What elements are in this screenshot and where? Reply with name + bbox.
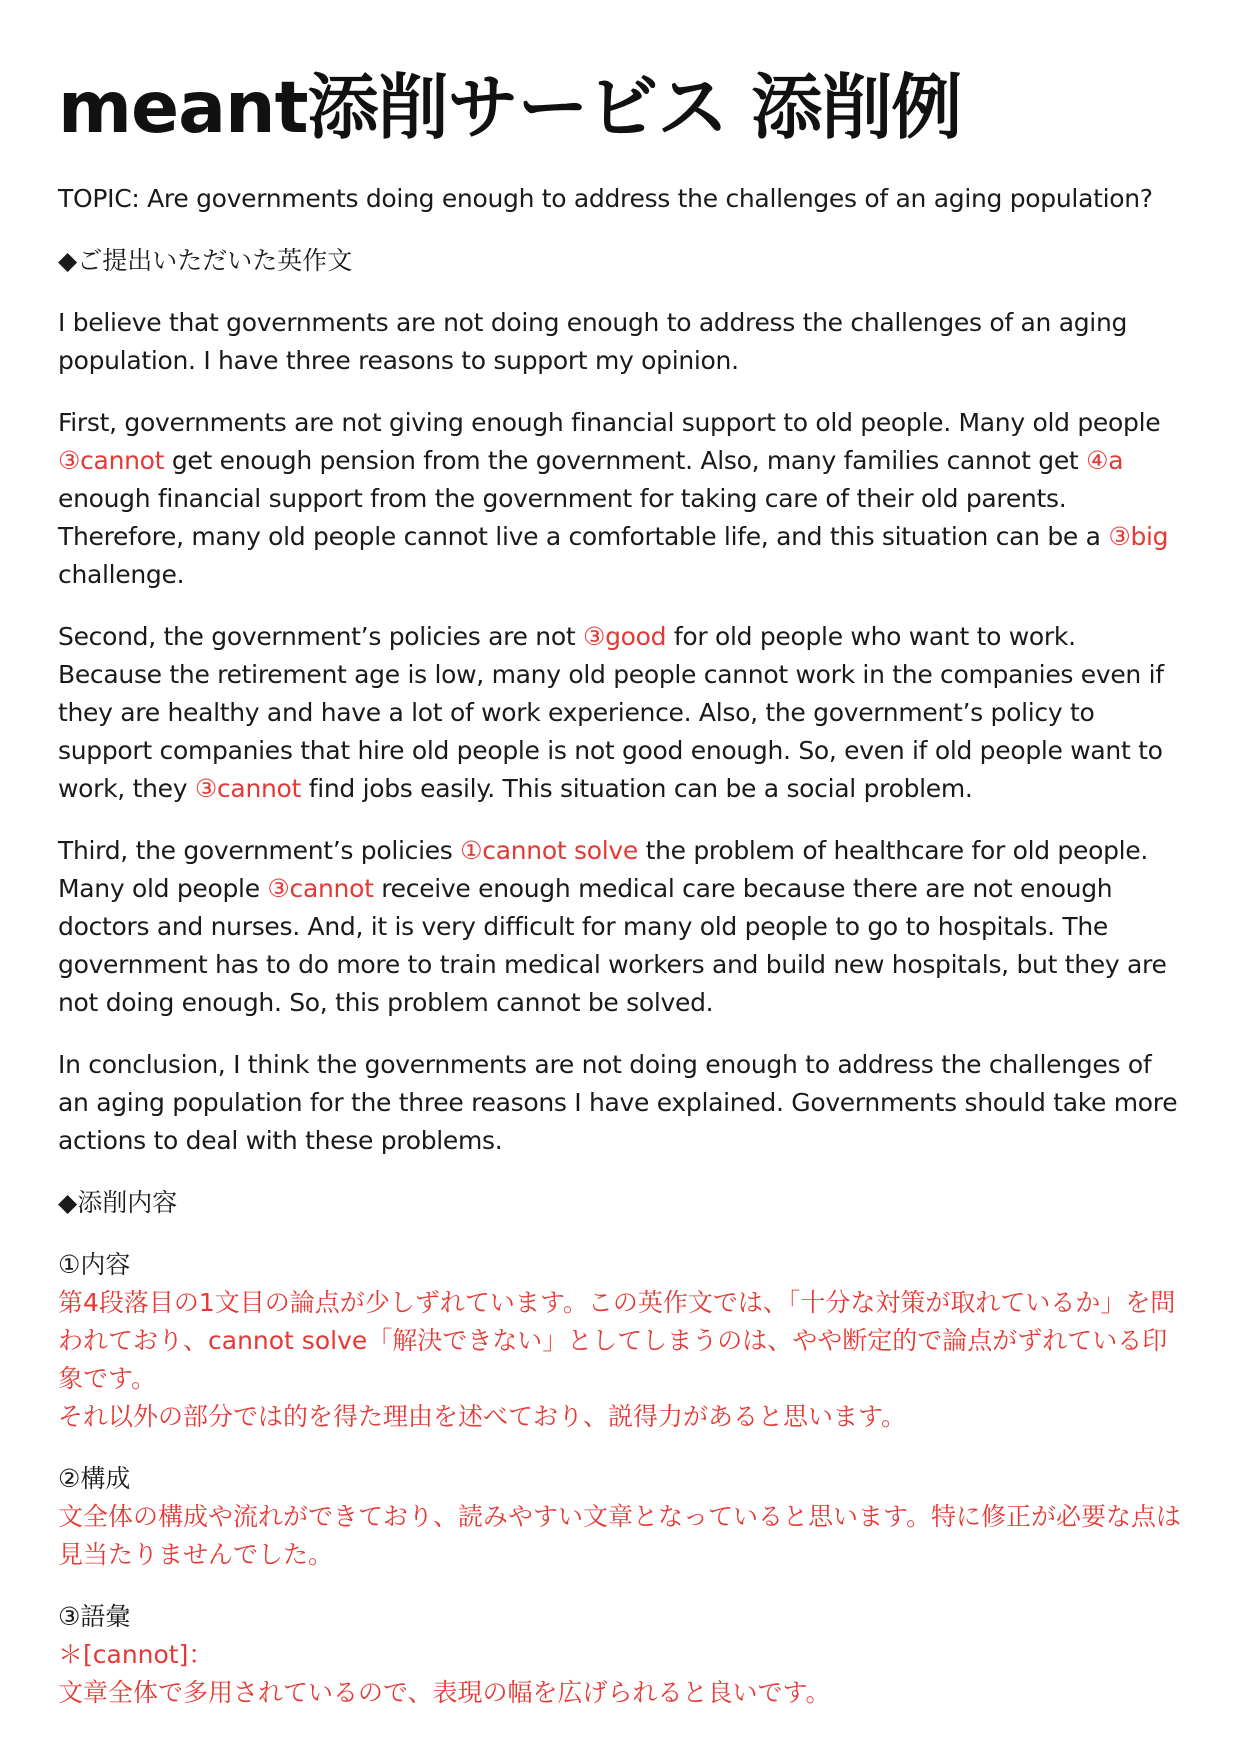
- essay-text: get enough pension from the government. Also, many families cannot get: [164, 446, 1087, 475]
- correction-mark: ③cannot: [194, 774, 302, 803]
- essay-paragraph-3: [58, 618, 1183, 808]
- page-title: meant添削サービス 添削例: [58, 66, 962, 149]
- review-structure-section: [58, 1460, 1183, 1574]
- essay-text: First, governments are not giving enough financial support to old people. Many old people: [58, 408, 1161, 437]
- essay-paragraph-4: [58, 832, 1183, 1022]
- essay-text: find jobs easily. This situation can be a social problem.: [301, 774, 973, 803]
- review-heading: ◆添削内容: [58, 1188, 178, 1217]
- review-content-comment: 第4段落目の1文目の論点が少しずれています。この英作文では、「十分な対策が取れているか」を問われており、cannot solve「解決できない」としてしまうのは、やや断定的で論点がずれている印象です。: [58, 1288, 1176, 1393]
- correction-mark: ③cannot: [267, 874, 374, 903]
- correction-mark: ①cannot solve: [460, 836, 638, 865]
- review-content-label: ①内容: [58, 1250, 131, 1279]
- review-structure-label: ②構成: [58, 1464, 131, 1493]
- review-content-comment: それ以外の部分では的を得た理由を述べており、説得力があると思います。: [58, 1402, 907, 1431]
- essay-text: the problem of healthcare for old people. Many old people: [58, 836, 1149, 903]
- correction-mark: ④a: [1086, 446, 1124, 475]
- review-content-section: [58, 1246, 1183, 1436]
- review-structure-comment: 文全体の構成や流れができており、読みやすい文章となっていると思います。特に修正が必要な点は見当たりませんでした。: [58, 1502, 1182, 1569]
- essay-heading: ◆ご提出いただいた英作文: [58, 246, 353, 275]
- essay-text: Third, the government’s policies: [58, 836, 461, 865]
- review-vocab-comment: 文章全体で多用されているので、表現の幅を広げられると良いです。: [58, 1678, 831, 1707]
- essay-paragraph-2: [58, 404, 1183, 594]
- essay-text: enough financial support from the government for taking care of their old parents. Therefore, many old people cannot live a comfortable life, and this situation can be a: [58, 484, 1109, 551]
- essay-text: Second, the government’s policies are not: [58, 622, 583, 651]
- essay-paragraph-5: In conclusion, I think the governments are not doing enough to address the challenges of an aging population for the three reasons I have explained. Governments should take more actions to deal with these problems.: [58, 1050, 1178, 1155]
- essay-paragraph-1: I believe that governments are not doing enough to address the challenges of an aging population. I have three reasons to support my opinion.: [58, 308, 1128, 375]
- essay-text: challenge.: [58, 560, 185, 589]
- review-vocab-term: ＊[cannot]：: [58, 1640, 214, 1669]
- correction-mark: ③big: [1108, 522, 1169, 551]
- correction-mark: ③good: [582, 622, 667, 651]
- correction-mark: ③cannot: [58, 446, 165, 475]
- essay-text: receive enough medical care because there are not enough doctors and nurses. And, it is very difficult for many old people to go to hospitals. The government has to do more to train medical workers and build new hospitals, but they are not doing enough. So, this problem cannot be solved.: [58, 874, 1167, 1017]
- review-vocab-section: [58, 1598, 1183, 1712]
- essay-text: for old people who want to work. Because the retirement age is low, many old people cannot work in the companies even if they are healthy and have a lot of work experience. Also, the government’s policy to support companies that hire old people is not good enough. So, even if old people want to work, they: [58, 622, 1164, 803]
- review-vocab-label: ③語彙: [58, 1602, 131, 1631]
- topic-line: TOPIC: Are governments doing enough to address the challenges of an aging population?: [58, 184, 1153, 213]
